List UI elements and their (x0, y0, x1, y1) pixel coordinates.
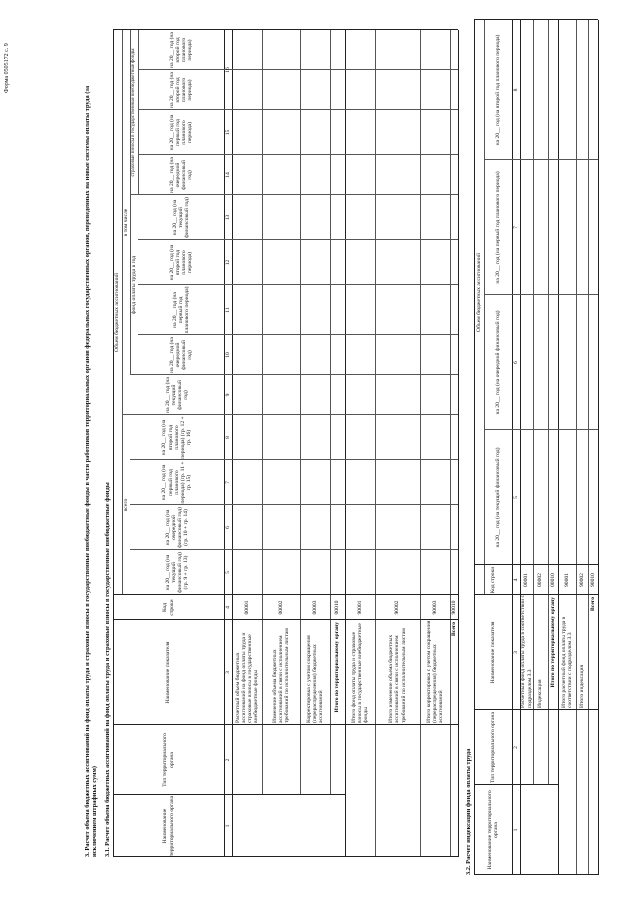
t2-header-volume: Объем бюджетных ассигнований (475, 253, 482, 332)
t1-col16-header: на 20__ год (на второй год планового периода) (168, 72, 194, 108)
section31-title: 3.1. Расчет объема бюджетных ассигнований на фонд оплаты труда и страховые взносы в государственные внебюджетные фонды (104, 482, 111, 857)
t1-col7-header: на 20__ год (на первый год планового периода) (гр. 11 + гр. 15) (161, 461, 193, 504)
t2-num: 1 (512, 828, 519, 832)
t1-num: 7 (224, 481, 231, 484)
t1-num: 4 (224, 606, 231, 609)
section32-title: 3.2. Расчет индексации фонда оплаты труда (465, 748, 472, 875)
t2-row-label: Итого расчетный фонд оплаты труда в соответствии с подразделом 3.3 (560, 616, 573, 708)
t1-header-indicator: Наименование показателя (165, 641, 172, 704)
t1-row-code: 90002 (394, 600, 401, 615)
t2-row-code: 90002 (578, 573, 585, 587)
t2-header-code: Код строки (489, 566, 496, 594)
t2-row-code: 00002 (537, 573, 544, 587)
t1-row-label: Расчетный объем бюджетных ассигнований на фонд оплаты труда и страховые взносы в государственные внебюджетные фонды (234, 632, 260, 723)
t1-row-label: Итого корректировка с учетом сокращения (перераспределения) бюджетных ассигнований (425, 620, 445, 723)
t2-row-label: Всего (589, 597, 596, 611)
t2-col6-header: на 20__ год (на очередной финансовый год) (494, 310, 501, 415)
t2-num: 3 (512, 651, 519, 654)
t1-num: 6 (224, 526, 231, 529)
t1-row-label: Итого по территориальному органу (334, 622, 341, 713)
t1-header-volume: Объем бюджетных ассигнований (114, 273, 121, 352)
t2-row-code: 90010 (589, 573, 596, 587)
t1-row-code: 00010 (334, 600, 341, 615)
t1-col6-header: на 20__ год (на очередной финансовый год) (гр. 10 + гр. 14) (164, 507, 190, 548)
t2-num: 8 (512, 88, 519, 92)
t2-row-label: Итого по территориальному органу (549, 597, 556, 688)
t1-col13-header: на 20__ год (на текущий финансовый год) (171, 197, 191, 238)
t1-num: 8 (224, 436, 231, 439)
t2-num: 5 (512, 496, 519, 499)
t1-row-label: Изменение объема бюджетных ассигнований в связи с исполнением требований по исполнительным листам (271, 628, 291, 723)
t2-row-label: Индексация (537, 679, 544, 708)
t1-num: 9 (224, 393, 231, 397)
t1-row-code: 00001 (243, 600, 250, 615)
t2-col7-header: на 20__ год (на первый год планового периода) (494, 171, 501, 284)
t1-num: 12 (224, 259, 231, 266)
t1-num: 14 (224, 172, 231, 178)
t1-col17-header: на 20__ год (на второй год планового периода) (168, 32, 194, 68)
t2-row-code: 00001 (523, 573, 530, 587)
t2-header-name: Наименование территориального органа (486, 790, 499, 870)
t2-num: 6 (512, 361, 519, 364)
t1-col8-header: на 20__ год (на второй год планового периода) (гр. 12 + гр. 16) (161, 416, 193, 459)
t1-col10-header: на 20__ год (на очередной финансовый год) (168, 337, 194, 373)
t2-header-type: Тип территориального органа (489, 712, 496, 783)
t1-num: 3 (224, 671, 231, 674)
t2-row-code: 90001 (563, 573, 570, 587)
t2-row-code: 00010 (549, 573, 556, 587)
t1-header-incl: в том числе (122, 208, 129, 237)
t1-header-total: всего (122, 498, 129, 512)
t1-row-label: Итого изменение объема бюджетных ассигнований в связи с исполнением требований по исполнительным листам (388, 628, 407, 723)
t2-col5-header: на 20__ год (на текущий финансовый год) (494, 447, 501, 548)
t1-row-code: 90003 (431, 600, 438, 615)
t1-num: 10 (224, 352, 231, 358)
t1-col5-header: на 20__ год (на текущий финансовый год) (гр. 9 + гр. 13) (164, 552, 190, 593)
t1-num: 11 (224, 307, 231, 313)
t1-num: 2 (224, 758, 231, 762)
form-label: Форма 0505172 с. 9 (4, 43, 10, 93)
t1-header-fot: фонд оплаты труда в год (130, 255, 137, 315)
t1-header-ins: страховые взносы в государственные внебюджетные фонды (131, 48, 137, 177)
t1-num: 13 (224, 214, 231, 221)
t2-col8-header: на 20__ год (на второй год планового периода) (494, 34, 501, 146)
t1-row-code: 90010 (450, 600, 457, 615)
t1-row-label: Всего (450, 622, 457, 636)
t1-num: 15 (224, 129, 231, 136)
t1-num: 5 (224, 571, 231, 574)
t2-num: 4 (512, 578, 519, 582)
t1-col9-header: на 20__ год (на текущий финансовый год) (164, 377, 190, 413)
t1-col12-header: на 20__ год (на второй год планового периода) (168, 244, 194, 281)
t1-row-code: 00003 (311, 600, 318, 615)
t1-header-type: Тип территориального органа (162, 733, 175, 787)
t2-num: 2 (512, 746, 519, 749)
t1-col14-header: на 20__ год (на очередной финансовый год) (168, 157, 194, 193)
t1-col11-header: на 20__ год (на первый год планового периода) (171, 286, 191, 334)
t1-row-code: 90001 (356, 600, 363, 615)
t1-row-label: Корректировка с учетом сокращения (перераспределения) бюджетных ассигнований (305, 635, 325, 723)
t1-col15-header: на 20__ год (на первый год планового периода) (168, 114, 194, 151)
t1-num: 1 (224, 824, 231, 828)
t2-num: 7 (512, 226, 519, 229)
t1-row-code: 00002 (277, 600, 284, 615)
t1-row-label: Итого фонд оплаты труда и страховые взносы в государственные внебюджетные фонды (350, 623, 370, 723)
t2-row-label: Расчетный фонд оплаты труда в соответствии с подразделом 3.3 (520, 595, 533, 708)
section3-title: 3. Расчет объема бюджетных ассигнований на фонд оплаты труда и страховые взносы в государственные внебюджетные фонды в части работников территориальных органов федеральных государственных органов, переведенных на новые системы оплаты труда (за исключением штрафных сумм) (84, 85, 99, 857)
t1-header-code: Код строки (162, 599, 175, 616)
t2-header-indicator: Наименование показателя (489, 621, 496, 684)
t1-num: 16 (224, 67, 231, 73)
t1-header-name: Наименование территориального органа (162, 795, 175, 857)
t2-row-label: Итого индексация (578, 664, 585, 708)
